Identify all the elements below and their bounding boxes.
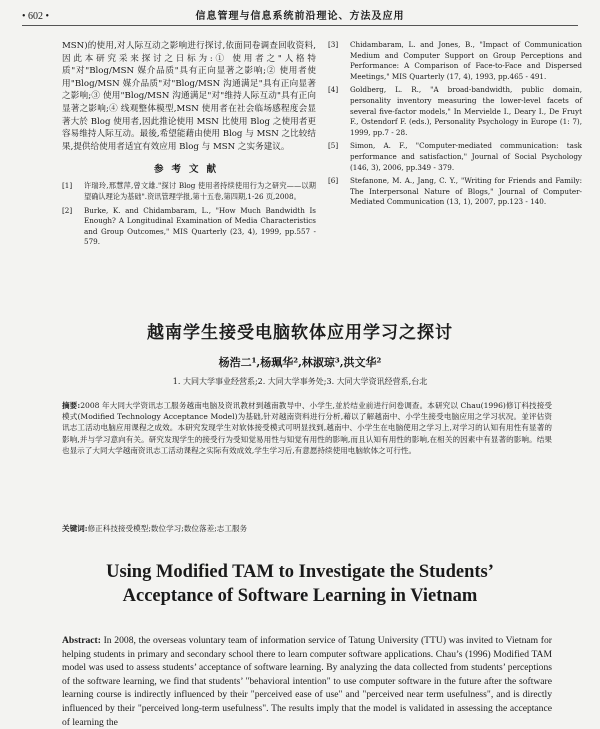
page-number: • 602 •	[22, 11, 50, 22]
chinese-keywords-label: 关键词:	[62, 524, 88, 533]
reference-item	[328, 40, 582, 82]
reference-number: [5]	[328, 141, 339, 151]
reference-item	[328, 141, 582, 173]
english-abstract-label: Abstract:	[62, 635, 101, 646]
reference-number: [3]	[328, 40, 339, 49]
left-column	[62, 40, 316, 251]
two-column-section	[62, 40, 582, 251]
english-paper-title	[0, 560, 600, 608]
right-column	[328, 40, 582, 251]
journal-title: 信息管理与信息系统前沿理论、方法及应用	[195, 11, 405, 22]
english-abstract	[62, 634, 552, 729]
reference-text: 许瑞玲,邢慧萍,曾文雄."探讨 Blog 使用者持续使用行为之研究——以期望确认理论为基础".资讯管理学报,第十五卷,第四期,1-26 页,2008。	[84, 181, 316, 201]
reference-number: [1]	[62, 181, 73, 191]
reference-text: Simon, A. F., "Computer-mediated communication: task performance and satisfaction," Journal of Social Psychology (146, 3), 2006, pp.349 - 379.	[350, 141, 582, 172]
body-paragraph: MSN)的使用,对人际互动之影响进行探讨,依面同卷调查回收资料,因此本研究采来探讨之日标为:① 使用者之"人格特质"对"Blog/MSN 媒介品质"具有正向显著之影响;② 使用者使用"Blog/MSN 媒介品质"对"Blog/MSN 沟通满足"具有正向显著之影响;③ 使用"Blog/MSN 沟通满足"对"维持人际互动"具有正向显著之影响;④ 线观整体模型,MSN 使用者在社会临场感程度会显著大於 Blog 使用者,因此推论使用 MSN 比使用 Blog 之使用者更容易维持人际互动。最後,希望能藉由使用 Blog 与 MSN 之比较结果,提供给使用者适宜有效应用 Blog 与 MSN 之实务建议。	[62, 41, 316, 152]
chinese-keywords	[62, 523, 552, 534]
chinese-abstract-text: 2008 年大同大学资讯志工服务越南电脑及资讯教材到越南教导中、小学生,並於结业前进行问卷调查。本研究以 Chau(1996)修订科技接受模式(Modified Technology Acceptance Model)为基础,针对越南资料进行分析,藉以了解越南中、小学生接受电脑应用之学习状况。並评估资讯志工活动电脑应用课程之成效。本研究发现学生对软体接受模式可明显找到,越南中、小学生在电脑使用之学习上,对学习的认知有用性有显著的影响,并与学习意向有关。研究发现学生的接受行为受知觉易用性与知觉有用性的影响,而且认知有用性的影响,在相关的因素中有显著的影响。结果也显示了大同大学越南资讯志工活动课程之实际有效成效,学生学习后,有意愿持续使用电脑软体之可行性。	[62, 401, 552, 455]
reference-text: Chidambaram, L. and Jones, B., "Impact of Communication Medium and Computer Support on Group Perceptions and Performance: A Comparison of Face-to-Face and Dispersed Meetings," MIS Quarterly (17, 4), 1993, pp.465 - 491.	[350, 40, 582, 81]
reference-item	[62, 206, 316, 248]
reference-text: Burke, K. and Chidambaram, L., "How Much Bandwidth Is Enough? A Longitudinal Examination of Media Characteristics and Group Outcomes," MIS Quarterly (23, 4), 1999, pp.557 - 579.	[84, 205, 316, 247]
running-header	[22, 6, 578, 26]
chinese-affiliations: 1. 大同大学事业经营系;2. 大同大学事务处;3. 大同大学资讯经营系,台北	[172, 377, 428, 386]
chinese-abstract-label: 摘要:	[62, 401, 81, 410]
english-abstract-text: In 2008, the overseas voluntary team of information service of Tatung University (TTU) was invited to Vietnam for helping students in primary and secondary school there to learn computer software applications. Chau’s (1996) Modified TAM model was used to assess students’ acceptance of software learning. By analyzing the data collected from students’ perceptions of the software learning, we find that students’ "behavioral intention" to use computer software in the future after the software learning course is indirectly influenced by their "perceived ease of use" and "perceived near term usefulness", and is directly influenced by their "perceived long-term usefulness". The results imply that the model is validated in assessing the acceptance of learning the	[62, 635, 552, 728]
references-heading: 参考文献	[153, 164, 224, 176]
english-title-line-2: Acceptance of Software Learning in Vietnam	[122, 586, 478, 606]
reference-item	[328, 176, 582, 208]
chinese-keywords-text: 修正科技接受模型;数位学习;数位落差;志工服务	[87, 524, 248, 533]
chinese-authors: 杨浩二¹,杨珮华²,林淑琼³,洪文华²	[218, 356, 382, 369]
reference-text: Stefanone, M. A., Jang, C. Y., "Writing for Friends and Family: The Interpersonal Nature of Blogs," Journal of Computer-Mediated Communication (13, 1), 2007, pp.123 - 140.	[350, 176, 582, 207]
reference-number: [4]	[328, 85, 339, 95]
reference-number: [6]	[328, 176, 339, 186]
english-title-line-1: Using Modified TAM to Investigate the Students’	[106, 562, 494, 582]
reference-item	[62, 181, 316, 202]
chinese-abstract	[62, 400, 552, 456]
reference-number: [2]	[62, 205, 73, 215]
reference-text: Goldberg, L. R., "A broad-bandwidth, public domain, personality inventory measuring the lower-level facets of several five-factor models," In Mervielde I., Deary I., De Fruyt F., Ostendorf F. (eds.), Personality Psychology in Europe (1: 7), 1999, pp.7 - 28.	[350, 85, 582, 137]
reference-item	[328, 85, 582, 138]
chinese-paper-title: 越南学生接受电脑软体应用学习之探讨	[147, 323, 453, 343]
